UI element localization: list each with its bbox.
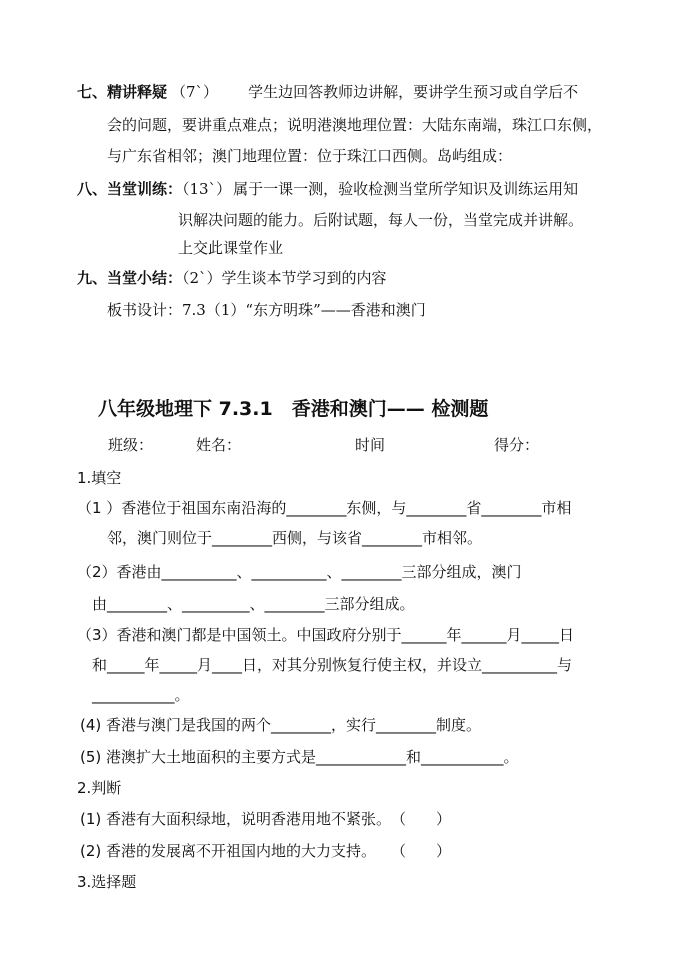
q2-line-1: （2）香港由__________、__________、________三部分组成，澳门 [77,563,522,581]
section-9-label: 九、当堂小结： [77,269,183,287]
q2-line-2: 由________、_________、________三部分组成。 [92,595,415,613]
q1-line-2: 邻，澳门则位于________西侧，与该省________市相邻。 [107,529,483,547]
section-7-time: （7ˋ） [171,83,219,101]
section-8-line [77,179,578,199]
section-7-cont2: 与广东省相邻；澳门地理位置：位于珠江口西侧。岛屿组成： [107,147,513,165]
name-field: 姓名： [196,436,242,454]
q1-line-1: （1 ）香港位于祖国东南沿海的________东侧，与________省________市相 [77,499,572,517]
section-8-text: 属于一课一测，验收检测当堂所学知识及训练运用知 [233,180,579,198]
judge-2: (2) 香港的发展离不开祖国内地的大力支持。 （ ） [80,842,452,860]
choice-heading: 3.选择题 [77,873,137,891]
section-7-line [77,82,578,102]
class-field: 班级： [108,436,154,454]
section-8-cont1: 识解决问题的能力。后附试题，每人一份，当堂完成并讲解。 [178,211,584,229]
time-field: 时间 [355,436,386,454]
q3-line-2: 和_____年_____月____日，对其分别恢复行使主权，并设立__________与 [92,656,573,674]
section-9-line [77,268,387,288]
section-9-text: （2ˋ）学生谈本节学习到的内容 [182,269,387,287]
q5-line: (5) 港澳扩大土地面积的主要方式是____________和___________。 [80,748,519,766]
quiz-title: 八年级地理下 7.3.1 香港和澳门—— 检测题 [98,398,489,420]
fill-heading: 1.填空 [77,469,122,487]
section-7-cont1: 会的问题，要讲重点难点；说明港澳地理位置：大陆东南端，珠江口东侧， [107,116,603,134]
section-8-cont2: 上交此课堂作业 [178,239,284,257]
board-design: 板书设计：7.3（1）“东方明珠”——香港和澳门 [107,301,426,319]
section-7-label: 七、精讲释疑 [77,83,168,101]
judge-1: (1) 香港有大面积绿地，说明香港用地不紧张。 （ ） [80,810,452,828]
q3-line-1: （3）香港和澳门都是中国领土。中国政府分别于______年______月_____日 [77,626,575,644]
judge-heading: 2.判断 [77,779,122,797]
section-8-label: 八、当堂训练： [77,180,183,198]
score-field: 得分： [494,436,540,454]
section-8-time: （13ˋ） [182,180,232,198]
q4-line: (4) 香港与澳门是我国的两个________，实行________制度。 [80,716,482,734]
section-7-text: 学生边回答教师边讲解，要讲学生预习或自学后不 [248,83,579,101]
q3-line-3: ___________。 [92,686,190,704]
